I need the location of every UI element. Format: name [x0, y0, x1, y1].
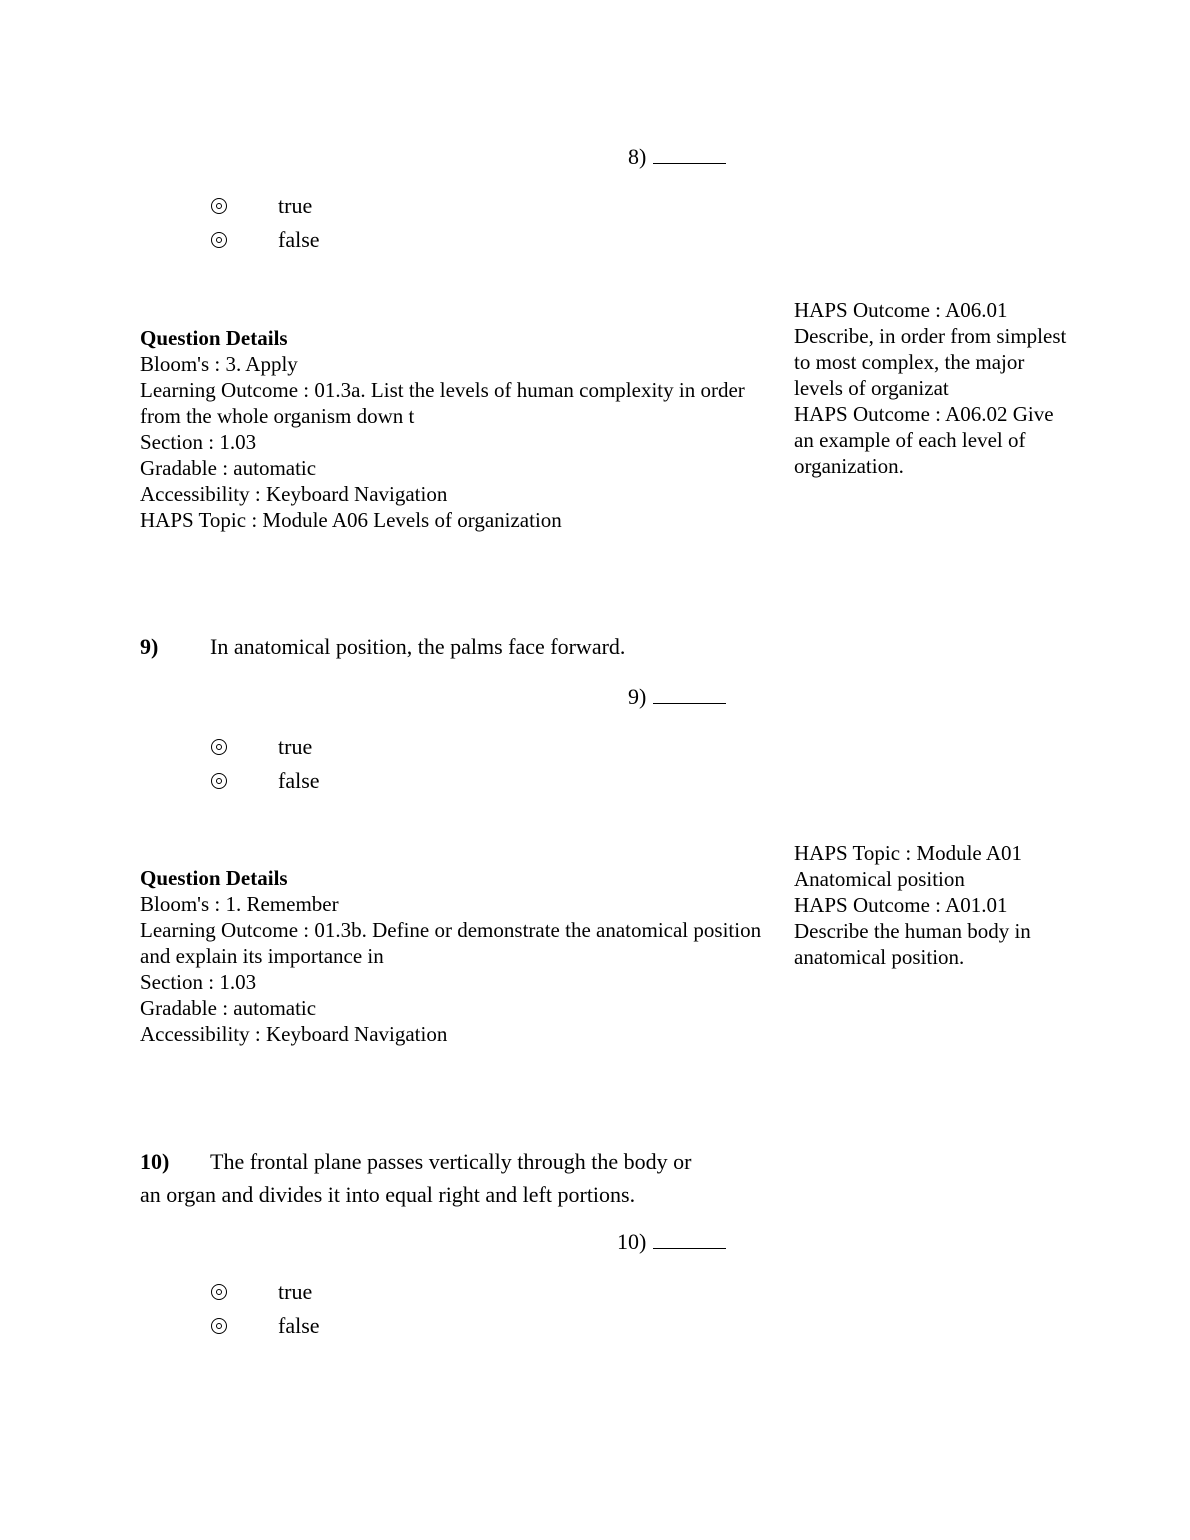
q9-options [211, 730, 320, 798]
option-label[interactable]: true [278, 734, 313, 759]
haps-outcome-line: organization. [794, 454, 904, 478]
q8-options [211, 189, 320, 257]
answer-blank-q9-line[interactable] [653, 681, 726, 704]
radio-icon[interactable] [211, 773, 227, 789]
detail-line-blooms: Bloom's : 1. Remember [140, 892, 339, 916]
haps-outcome-line: to most complex, the major [794, 350, 1025, 374]
haps-outcome-line: HAPS Topic : Module A01 [794, 841, 1022, 865]
radio-inner-dot [216, 744, 223, 751]
radio-inner-dot [216, 237, 223, 244]
radio-icon[interactable] [211, 198, 227, 214]
q10-option-false[interactable] [211, 1309, 320, 1343]
q10-stem-line1-row [140, 1145, 780, 1178]
haps-outcome-line: Anatomical position [794, 867, 965, 891]
detail-line-accessibility: Accessibility : Keyboard Navigation [140, 482, 448, 506]
detail-line-gradable: Gradable : automatic [140, 456, 317, 480]
answer-blank-q9-number: 9) [628, 684, 647, 709]
q9-option-true[interactable] [211, 730, 320, 764]
q9-stem-row [140, 630, 780, 663]
answer-blank-q10-line[interactable] [653, 1226, 726, 1249]
option-label[interactable]: true [278, 193, 313, 218]
haps-outcome-line: Describe, in order from simplest [794, 324, 1067, 348]
option-label[interactable]: false [278, 1313, 320, 1338]
answer-blank-q8 [628, 141, 726, 170]
haps-outcome-line: Describe the human body in [794, 919, 1031, 943]
q8-option-true[interactable] [211, 189, 320, 223]
q10-options [211, 1275, 320, 1343]
detail-line-haps-topic: HAPS Topic : Module A06 Levels of organization [140, 508, 562, 532]
haps-outcome-line: levels of organizat [794, 376, 949, 400]
question-stem-line1: The frontal plane passes vertically through the body or [210, 1149, 692, 1174]
q10-stem-block [140, 1145, 780, 1211]
radio-inner-dot [216, 1289, 223, 1296]
radio-inner-dot [216, 778, 223, 785]
haps-outcome-line: anatomical position. [794, 945, 965, 969]
radio-icon[interactable] [211, 1318, 227, 1334]
detail-line-accessibility: Accessibility : Keyboard Navigation [140, 1022, 448, 1046]
haps-outcome-line: HAPS Outcome : A06.01 [794, 298, 1008, 322]
question-stem: In anatomical position, the palms face forward. [210, 634, 626, 659]
answer-blank-q8-line[interactable] [653, 141, 726, 164]
q9-option-false[interactable] [211, 764, 320, 798]
radio-inner-dot [216, 1323, 223, 1330]
question-number: 9) [140, 634, 159, 659]
question-number: 10) [140, 1149, 170, 1174]
question-details-heading: Question Details [140, 866, 288, 890]
detail-line-learning-outcome-cont: and explain its importance in [140, 944, 384, 968]
q9-haps-outcome-block [794, 840, 1084, 970]
detail-line-section: Section : 1.03 [140, 970, 257, 994]
radio-icon[interactable] [211, 232, 227, 248]
answer-blank-q9 [628, 681, 726, 710]
detail-line-learning-outcome-cont: from the whole organism down t [140, 404, 415, 428]
option-label[interactable]: false [278, 227, 320, 252]
option-label[interactable]: false [278, 768, 320, 793]
haps-outcome-line: HAPS Outcome : A01.01 [794, 893, 1008, 917]
haps-outcome-line: HAPS Outcome : A06.02 Give [794, 402, 1054, 426]
q8-question-details-block [140, 325, 745, 533]
q9-question-details-block [140, 865, 761, 1047]
option-label[interactable]: true [278, 1279, 313, 1304]
answer-blank-q10-number: 10) [617, 1229, 647, 1254]
q8-option-false[interactable] [211, 223, 320, 257]
detail-line-blooms: Bloom's : 3. Apply [140, 352, 298, 376]
detail-line-learning-outcome: Learning Outcome : 01.3a. List the levels of human complexity in order [140, 378, 745, 402]
question-details-heading: Question Details [140, 326, 288, 350]
detail-line-learning-outcome: Learning Outcome : 01.3b. Define or demonstrate the anatomical position [140, 918, 762, 942]
q8-haps-outcome-block [794, 297, 1084, 479]
detail-line-section: Section : 1.03 [140, 430, 257, 454]
radio-icon[interactable] [211, 1284, 227, 1300]
answer-blank-q8-number: 8) [628, 144, 647, 169]
haps-outcome-line: an example of each level of [794, 428, 1026, 452]
question-stem-line2: an organ and divides it into equal right and left portions. [140, 1182, 636, 1207]
radio-inner-dot [216, 203, 223, 210]
q10-option-true[interactable] [211, 1275, 320, 1309]
answer-blank-q10 [617, 1226, 726, 1255]
radio-icon[interactable] [211, 739, 227, 755]
detail-line-gradable: Gradable : automatic [140, 996, 317, 1020]
